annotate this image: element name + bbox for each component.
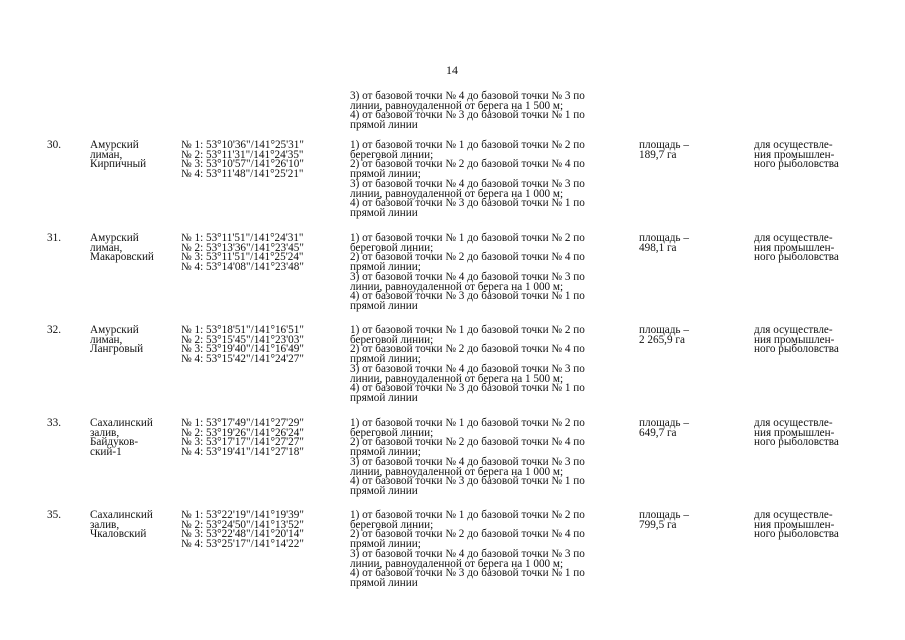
purpose [754, 511, 894, 540]
coordinate-line: № 3: 53°10'57"/141°26'10" [181, 158, 304, 171]
coordinate-line: № 3: 53°22'48"/141°20'14" [181, 528, 304, 541]
boundary-line: береговой линии; [350, 241, 434, 254]
purpose-line: ного рыболовства [754, 158, 839, 171]
purpose-line: ного рыболовства [754, 343, 839, 356]
boundary-line: береговой линии; [350, 333, 434, 346]
area [639, 326, 749, 345]
coordinate-line: № 4: 53°14'08"/141°23'48" [181, 261, 304, 274]
site-name-line: Амурский [90, 324, 139, 336]
boundary-line: береговой линии; [350, 148, 434, 161]
coordinate-line: № 3: 53°19'40"/141°16'49" [181, 343, 304, 356]
area [639, 234, 749, 253]
boundary-line: прямой линии [350, 576, 418, 589]
purpose-line: ного рыболовства [754, 436, 839, 449]
boundary-line: 4) от базовой точки № 3 до базовой точки № 1 по [350, 475, 585, 488]
purpose [754, 141, 894, 170]
site-name-line: Макаровский [90, 251, 154, 264]
page-number: 14 [446, 63, 458, 77]
boundary-line: линии, равноудаленной от берега на 1 500 м; [350, 99, 564, 112]
area-line: площадь – [639, 509, 689, 521]
purpose-line: ния промышлен- [754, 426, 835, 439]
site-name [90, 511, 175, 540]
boundary-line: 1) от базовой точки № 1 до базовой точки № 2 по [350, 232, 585, 244]
area-line: 189,7 га [639, 148, 677, 161]
purpose-line: ного рыболовства [754, 528, 839, 541]
coordinate-line: № 2: 53°13'36"/141°23'45" [181, 241, 304, 254]
area-line: 2 265,9 га [639, 333, 685, 346]
purpose-line: для осуществле- [754, 509, 833, 521]
coordinate-line: № 4: 53°19'41"/141°27'18" [181, 446, 304, 459]
boundary-line: 2) от базовой точки № 2 до базовой точки № 4 по [350, 343, 585, 356]
purpose-line: для осуществле- [754, 232, 833, 244]
boundary-line: линии, равноудаленной от берега на 1 000 м; [350, 465, 564, 478]
boundary-line: 1) от базовой точки № 1 до базовой точки № 2 по [350, 324, 585, 336]
coordinate-line: № 1: 53°18'51"/141°16'51" [181, 324, 304, 336]
boundary-line: 3) от базовой точки № 4 до базовой точки № 3 по [350, 455, 585, 468]
site-name-line: ский-1 [90, 446, 122, 459]
site-name-line: лиман, [90, 241, 123, 254]
area-line: 649,7 га [639, 426, 677, 439]
site-name [90, 234, 175, 263]
area-line: 498,1 га [639, 241, 677, 254]
coordinate-line: № 1: 53°10'36"/141°25'31" [181, 139, 304, 151]
site-name-line: Чкаловский [90, 528, 147, 541]
coordinate-line: № 2: 53°19'26"/141°26'24" [181, 426, 304, 439]
boundary-line: 4) от базовой точки № 3 до базовой точки № 1 по [350, 109, 585, 122]
coordinate-line: № 2: 53°24'50"/141°13'52" [181, 518, 304, 531]
row-number: 30. [47, 139, 61, 151]
boundaries [350, 511, 640, 589]
area [639, 141, 749, 160]
boundary-line: прямой линии; [350, 168, 421, 181]
row-number: 33. [47, 417, 61, 429]
site-name-line: залив, [90, 518, 120, 531]
purpose-line: ния промышлен- [754, 518, 835, 531]
boundary-line: 4) от базовой точки № 3 до базовой точки № 1 по [350, 290, 585, 303]
purpose [754, 326, 894, 355]
row-number: 32. [47, 324, 61, 336]
boundary-line: прямой линии; [350, 353, 421, 366]
coordinate-line: № 2: 53°11'31"/141°24'35" [181, 148, 304, 161]
purpose-line: ного рыболовства [754, 251, 839, 264]
purpose-line: ния промышлен- [754, 241, 835, 254]
coordinate-line: № 1: 53°11'51"/141°24'31" [181, 232, 304, 244]
site-name-line: Байдуков- [90, 436, 139, 449]
boundary-line: прямой линии; [350, 538, 421, 551]
site-name-line: лиман, [90, 333, 123, 346]
boundary-line: 2) от базовой точки № 2 до базовой точки № 4 по [350, 251, 585, 264]
site-name-line: Лангровый [90, 343, 144, 356]
coordinate-line: № 4: 53°25'17"/141°14'22" [181, 538, 304, 551]
purpose-line: ния промышлен- [754, 333, 835, 346]
boundary-line: прямой линии [350, 299, 418, 312]
coordinate-line: № 4: 53°15'42"/141°24'27" [181, 353, 304, 366]
area-line: площадь – [639, 417, 689, 429]
boundary-line: 1) от базовой точки № 1 до базовой точки № 2 по [350, 139, 585, 151]
area-line: площадь – [639, 324, 689, 336]
coordinates [181, 326, 346, 365]
coordinate-line: № 4: 53°11'48"/141°25'21" [181, 168, 304, 181]
purpose [754, 234, 894, 263]
boundary-line: прямой линии [350, 484, 418, 497]
boundaries [350, 141, 640, 219]
boundary-line: 3) от базовой точки № 4 до базовой точки № 3 по [350, 270, 585, 283]
site-name [90, 326, 175, 355]
boundary-line: 4) от базовой точки № 3 до базовой точки № 1 по [350, 382, 585, 395]
coordinate-line: № 3: 53°17'17"/141°27'27" [181, 436, 304, 449]
boundary-line: 3) от базовой точки № 4 до базовой точки № 3 по [350, 547, 585, 560]
continued-boundaries [350, 92, 640, 131]
row-number: 35. [47, 509, 61, 521]
boundary-line: 4) от базовой точки № 3 до базовой точки № 1 по [350, 567, 585, 580]
purpose [754, 419, 894, 448]
boundaries [350, 419, 640, 497]
boundary-line: 3) от базовой точки № 4 до базовой точки № 3 по [350, 362, 585, 375]
area [639, 419, 749, 438]
boundary-line: береговой линии; [350, 426, 434, 439]
site-name-line: Амурский [90, 139, 139, 151]
site-name-line: залив, [90, 426, 120, 439]
area-line: площадь – [639, 139, 689, 151]
site-name [90, 141, 175, 170]
boundary-line: прямой линии; [350, 261, 421, 274]
purpose-line: для осуществле- [754, 324, 833, 336]
coordinates [181, 234, 346, 273]
coordinate-line: № 1: 53°17'49"/141°27'29" [181, 417, 304, 429]
boundary-line: линии, равноудаленной от берега на 1 000 м; [350, 187, 564, 200]
boundary-line: линии, равноудаленной от берега на 1 000 м; [350, 280, 564, 293]
coordinate-line: № 2: 53°15'45"/141°23'03" [181, 333, 304, 346]
purpose-line: для осуществле- [754, 417, 833, 429]
boundary-line: 2) от базовой точки № 2 до базовой точки № 4 по [350, 528, 585, 541]
boundary-line: 3) от базовой точки № 4 до базовой точки № 3 по [350, 177, 585, 190]
site-name-line: Кирпичный [90, 158, 147, 171]
boundary-line: 4) от базовой точки № 3 до базовой точки № 1 по [350, 197, 585, 210]
boundaries [350, 234, 640, 312]
boundary-line: прямой линии [350, 391, 418, 404]
purpose-line: ния промышлен- [754, 148, 835, 161]
purpose-line: для осуществле- [754, 139, 833, 151]
site-name-line: Сахалинский [90, 509, 153, 521]
coordinates [181, 511, 346, 550]
area [639, 511, 749, 530]
boundaries [350, 326, 640, 404]
area-line: площадь – [639, 232, 689, 244]
coordinate-line: № 3: 53°11'51"/141°25'24" [181, 251, 304, 264]
area-line: 799,5 га [639, 518, 677, 531]
site-name-line: лиман, [90, 148, 123, 161]
boundary-line: 3) от базовой точки № 4 до базовой точки № 3 по [350, 90, 585, 102]
boundary-line: прямой линии [350, 119, 418, 132]
site-name-line: Амурский [90, 232, 139, 244]
boundary-line: 1) от базовой точки № 1 до базовой точки № 2 по [350, 417, 585, 429]
boundary-line: линии, равноудаленной от берега на 1 500 м; [350, 372, 564, 385]
row-number: 31. [47, 232, 61, 244]
boundary-line: прямой линии; [350, 446, 421, 459]
boundary-line: 1) от базовой точки № 1 до базовой точки № 2 по [350, 509, 585, 521]
site-name [90, 419, 175, 458]
boundary-line: линии, равноудаленной от берега на 1 000 м; [350, 557, 564, 570]
boundary-line: прямой линии [350, 206, 418, 219]
boundary-line: 2) от базовой точки № 2 до базовой точки № 4 по [350, 158, 585, 171]
coordinates [181, 419, 346, 458]
coordinate-line: № 1: 53°22'19"/141°19'39" [181, 509, 304, 521]
boundary-line: 2) от базовой точки № 2 до базовой точки № 4 по [350, 436, 585, 449]
site-name-line: Сахалинский [90, 417, 153, 429]
coordinates [181, 141, 346, 180]
boundary-line: береговой линии; [350, 518, 434, 531]
